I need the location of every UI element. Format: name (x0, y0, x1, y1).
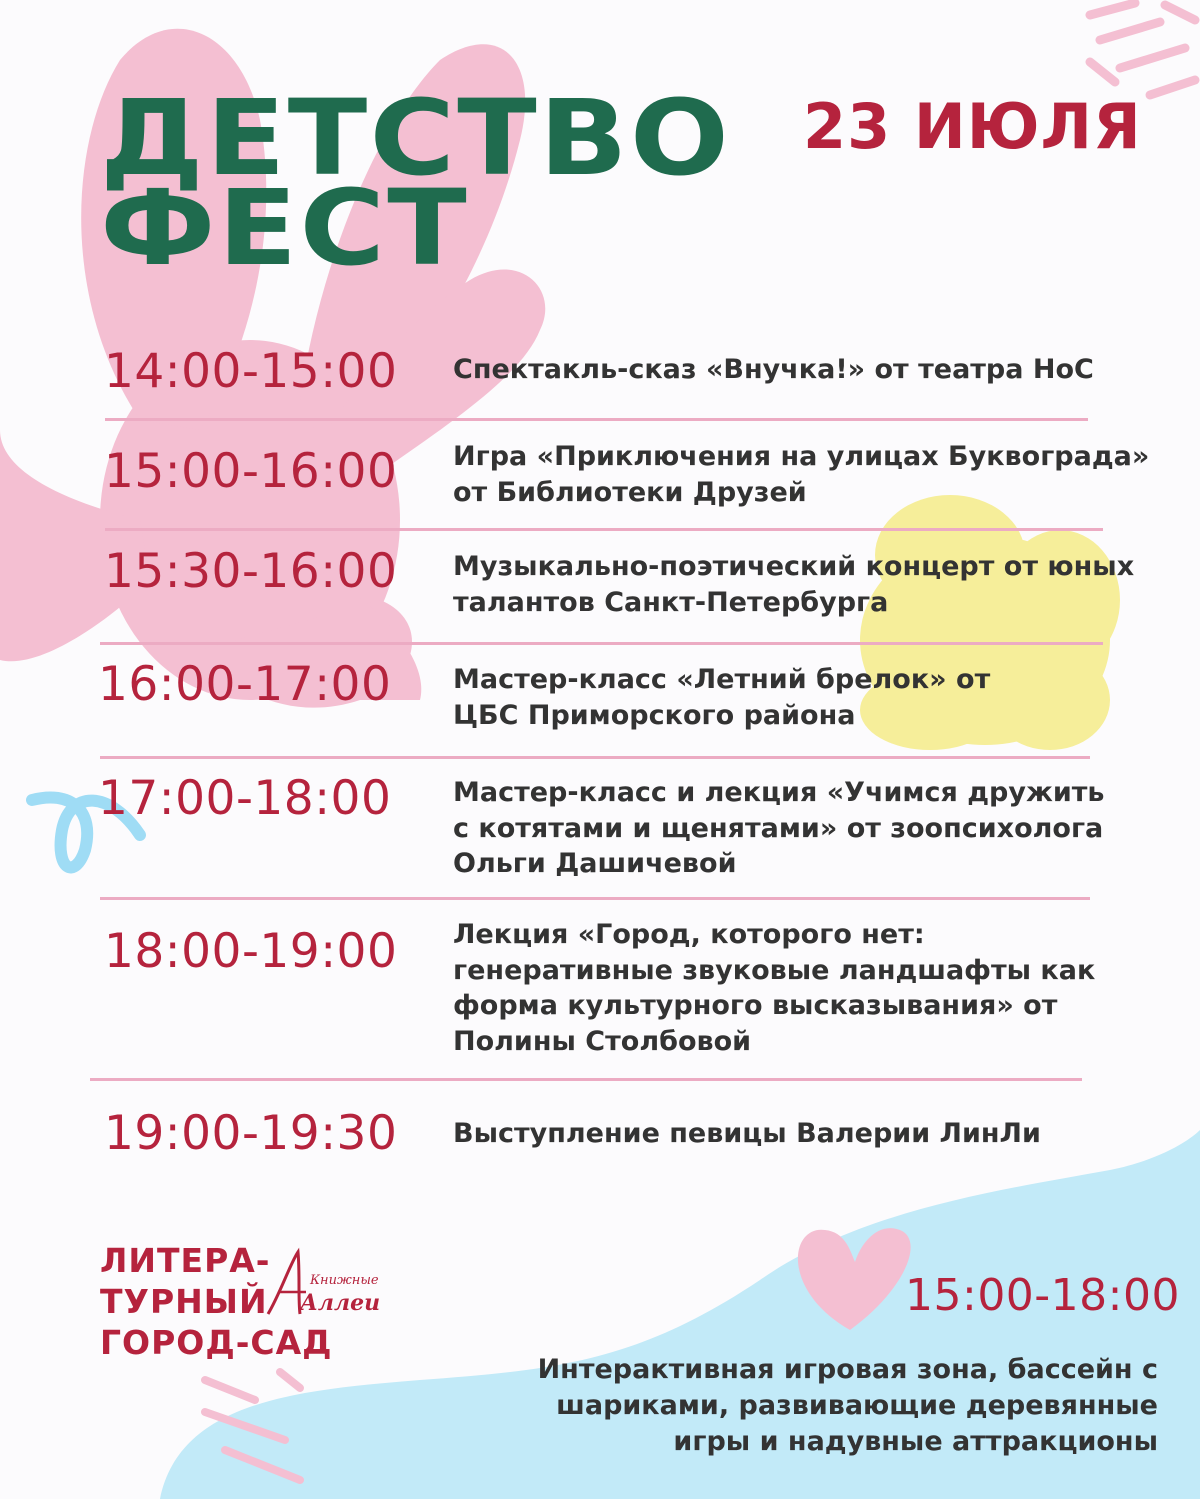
description-line: ЦБС Приморского района (453, 699, 856, 731)
description-line: Мастер-класс и лекция «Учимся дружить (453, 777, 1105, 808)
logo-line: ГОРОД-САД (100, 1323, 333, 1362)
row-separator (90, 1078, 1082, 1081)
description-line: Полины Столбовой (453, 1025, 752, 1057)
dash-marks-top (1090, 3, 1195, 95)
row-separator (105, 528, 1103, 531)
row-separator (100, 642, 1103, 645)
schedule-time: 16:00-17:00 (98, 657, 392, 712)
schedule-description (453, 917, 1168, 1059)
description-line: игры и надувные аттракционы (673, 1426, 1158, 1457)
schedule-description (453, 775, 1168, 882)
schedule-description (453, 662, 1168, 733)
schedule-time: 15:00-16:00 (104, 444, 398, 499)
schedule-time: 17:00-18:00 (98, 771, 392, 826)
description-line: шариками, развивающие деревянные (556, 1390, 1158, 1421)
schedule-description (453, 1116, 1168, 1152)
row-separator (100, 897, 1090, 900)
logo-line: ТУРНЫЙ (100, 1282, 268, 1321)
book-alleys-logo (260, 1244, 381, 1328)
description-line: от Библиотеки Друзей (453, 476, 807, 508)
schedule-time: 19:00-19:30 (104, 1106, 398, 1161)
row-separator (100, 756, 1090, 759)
description-line: Музыкально-поэтический концерт от юных (453, 551, 1135, 582)
description-line: Ольги Дашичевой (453, 848, 737, 879)
description-line: Мастер-класс «Летний брелок» от (453, 664, 991, 695)
schedule-description (453, 549, 1168, 620)
description-line: с котятами и щенятами» от зоопсихолога (453, 812, 1104, 844)
description-line: генеративные звуковые ландшафты как (453, 954, 1096, 986)
event-date: 23 ИЮЛЯ (803, 90, 1142, 163)
schedule-time: 15:30-16:00 (104, 544, 398, 599)
festival-title-line1: ДЕТСТВО (100, 77, 732, 199)
description-line: Лекция «Город, которого нет: (453, 919, 925, 950)
alleya-small-label: Книжные (310, 1273, 379, 1288)
row-separator (105, 418, 1088, 421)
description-line: Спектакль-сказ «Внучка!» от театра НоС (453, 354, 1094, 385)
description-line: Выступление певицы Валерии ЛинЛи (453, 1118, 1041, 1149)
alleya-big-label: Аллеи (300, 1290, 381, 1316)
festival-title-line2: ФЕСТ (100, 167, 469, 289)
description-line: Игра «Приключения на улицах Буквограда» (453, 441, 1150, 472)
description-line: форма культурного высказывания» от (453, 990, 1058, 1021)
description-line: талантов Санкт-Петербурга (453, 586, 889, 618)
description-line: Интерактивная игровая зона, бассейн с (537, 1354, 1158, 1385)
schedule-time: 18:00-19:00 (104, 924, 398, 979)
logo-line: ЛИТЕРА- (100, 1241, 271, 1280)
schedule-description (453, 439, 1168, 510)
schedule-time: 14:00-15:00 (104, 344, 398, 399)
bottom-time: 15:00-18:00 (905, 1270, 1180, 1321)
schedule-description (453, 352, 1168, 388)
bottom-description (478, 1352, 1158, 1460)
